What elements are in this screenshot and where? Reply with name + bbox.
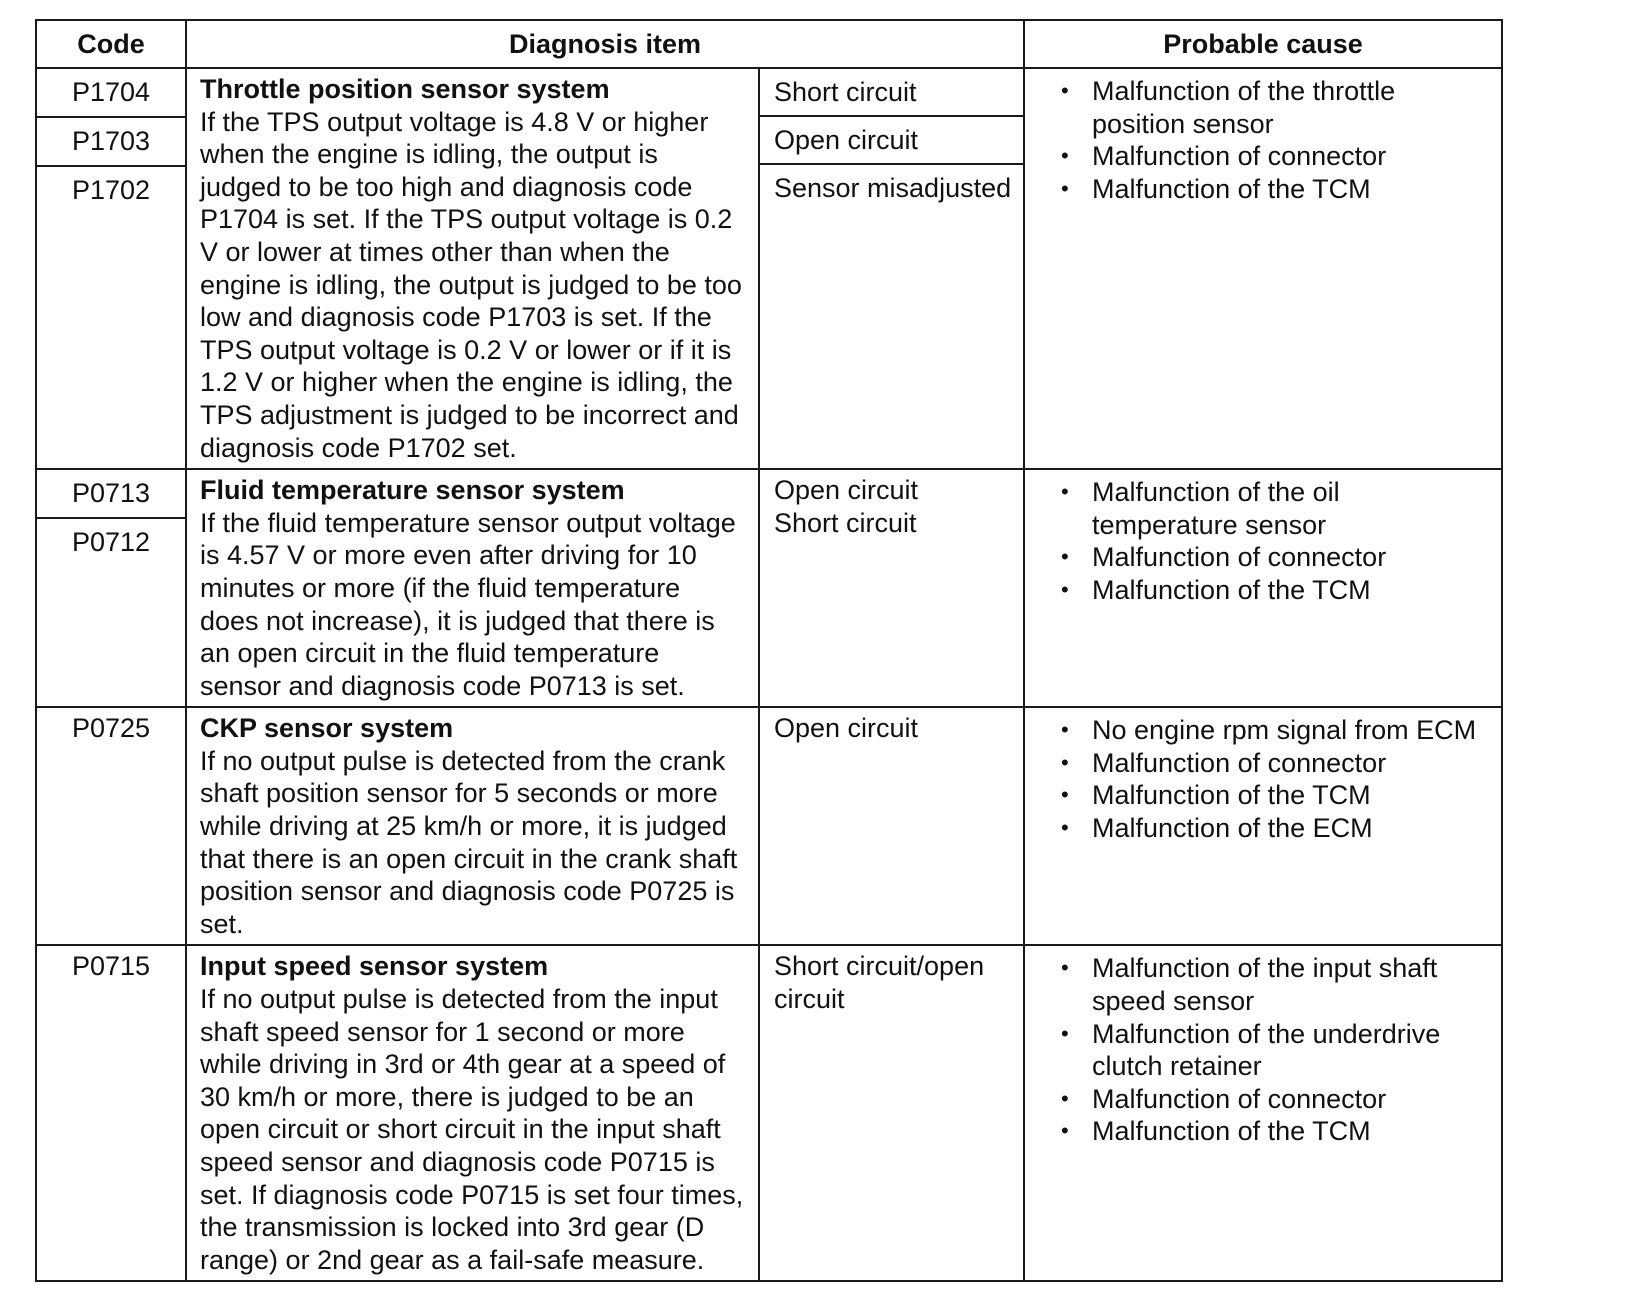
condition-value: Short circuit/open circuit <box>774 951 985 1015</box>
cause-text: Malfunction of connector <box>1092 747 1387 778</box>
cause-text: Malfunction of the underdrive clutch retainer <box>1092 1018 1441 1082</box>
diagnosis-title: Input speed sensor system <box>200 951 549 982</box>
diagnosis-description-cell <box>186 469 759 707</box>
table-row <box>36 68 1502 469</box>
bullet-icon: • <box>1061 479 1069 505</box>
diagnosis-condition-cell <box>759 469 1024 707</box>
cause-text: Malfunction of connector <box>1092 141 1387 172</box>
cause-text: Malfunction of the throttle position sensor <box>1092 76 1396 139</box>
cause-text: Malfunction of connector <box>1092 542 1387 573</box>
cause-text: Malfunction of the oil temperature sensor <box>1092 477 1340 540</box>
diagnosis-description: If no output pulse is detected from the input shaft speed sensor for 1 second or more while driving in 3rd or 4th gear at a speed of 30 km/h or more, there is judged to be an open circuit or short circuit in the input shaft speed sensor and diagnosis code P0715 is set. If diagnosis code P0715 is set four times, the transmission is locked into 3rd gear (D range) or 2nd gear as a fail-safe measure. <box>200 984 744 1275</box>
probable-cause-cell <box>1024 469 1502 707</box>
list-item <box>1061 140 1491 173</box>
diagnosis-description: If the TPS output voltage is 4.8 V or higher when the engine is idling, the output is judged to be too high and diagnosis code P1704 is set. If the TPS output voltage is 0.2 V or lower at times other than when the engine is idling, the output is judged to be too low and diagnosis code P1703 is set. If the TPS output voltage is 0.2 V or lower or if it is 1.2 V or higher when the engine is idling, the TPS adjustment is judged to be incorrect and diagnosis code P1702 set. <box>200 106 742 463</box>
cause-list <box>1061 714 1491 844</box>
bullet-icon: • <box>1061 1020 1069 1046</box>
probable-cause-cell <box>1024 945 1502 1281</box>
code-value: P0712 <box>71 527 151 558</box>
bullet-icon: • <box>1061 717 1069 743</box>
condition-value: Open circuit <box>774 713 919 744</box>
diagnosis-code-table <box>35 19 1503 1282</box>
bullet-icon: • <box>1061 175 1069 201</box>
cause-list <box>1061 75 1491 205</box>
cause-text: Malfunction of the ECM <box>1092 813 1373 844</box>
diagnosis-title: CKP sensor system <box>200 713 454 744</box>
diagnosis-condition-cell <box>759 68 1024 469</box>
header-probable-cause: Probable cause <box>1024 20 1502 68</box>
diagnosis-condition-cell <box>759 945 1024 1281</box>
table-row <box>36 707 1502 945</box>
cause-text: Malfunction of the TCM <box>1092 780 1371 811</box>
diagnosis-description: If no output pulse is detected from the crank shaft position sensor for 5 seconds or more while driving at 25 km/h or more, it is judged that there is an open circuit in the crank shaft position sensor and diagnosis code P0725 is set. <box>200 745 738 939</box>
bullet-icon: • <box>1061 1085 1069 1111</box>
bullet-icon: • <box>1061 955 1069 981</box>
diagnosis-title: Fluid temperature sensor system <box>200 475 625 506</box>
bullet-icon: • <box>1061 782 1069 808</box>
code-value: P1703 <box>37 118 185 167</box>
code-value: P0715 <box>71 951 151 982</box>
list-item <box>1061 574 1491 607</box>
cause-text: Malfunction of the TCM <box>1092 1116 1371 1147</box>
bullet-icon: • <box>1061 78 1069 103</box>
condition-value: Short circuit <box>760 69 1023 117</box>
bullet-icon: • <box>1061 143 1069 169</box>
bullet-icon: • <box>1061 815 1069 841</box>
list-item <box>1061 173 1491 206</box>
diagnosis-description-cell <box>186 945 759 1281</box>
list-item <box>1061 714 1491 747</box>
bullet-icon: • <box>1061 1118 1069 1144</box>
code-value: P0725 <box>71 713 151 744</box>
condition-value: Sensor misadjusted <box>774 173 1012 203</box>
code-value: P0713 <box>37 470 185 519</box>
cause-text: Malfunction of the TCM <box>1092 173 1371 204</box>
diagnosis-title: Throttle position sensor system <box>200 74 610 104</box>
cause-text: Malfunction of connector <box>1092 1083 1387 1114</box>
bullet-icon: • <box>1061 576 1069 602</box>
cause-text: No engine rpm signal from ECM <box>1092 715 1477 746</box>
list-item <box>1061 952 1491 1017</box>
code-value: P1704 <box>37 69 185 118</box>
diagnosis-description: If the fluid temperature sensor output voltage is 4.57 V or more even after driving for 10 minutes or more (if the fluid temperature does not increase), it is judged that there is an open circuit in the fluid temperature sensor and diagnosis code P0713 is set. <box>200 507 736 701</box>
probable-cause-cell <box>1024 707 1502 945</box>
list-item <box>1061 1083 1491 1116</box>
cause-list <box>1061 476 1491 606</box>
header-diagnosis-item: Diagnosis item <box>186 20 1024 68</box>
bullet-icon: • <box>1061 544 1069 570</box>
diagnosis-description-cell <box>186 68 759 469</box>
diagnosis-condition-cell <box>759 707 1024 945</box>
list-item <box>1061 476 1491 541</box>
table-row <box>36 469 1502 707</box>
code-cell <box>36 68 186 469</box>
table-header-row <box>36 20 1502 68</box>
probable-cause-cell <box>1024 68 1502 469</box>
cause-text: Malfunction of the input shaft speed sensor <box>1092 953 1438 1017</box>
cause-list <box>1061 952 1491 1148</box>
header-code: Code <box>36 20 186 68</box>
cause-text: Malfunction of the TCM <box>1092 574 1371 605</box>
list-item <box>1061 747 1491 780</box>
table-row <box>36 945 1502 1281</box>
code-cell <box>36 469 186 707</box>
list-item <box>1061 779 1491 812</box>
condition-value: Open circuit <box>760 117 1023 165</box>
diagnosis-description-cell <box>186 707 759 945</box>
list-item <box>1061 812 1491 845</box>
code-cell <box>36 945 186 1281</box>
code-cell <box>36 707 186 945</box>
list-item <box>1061 541 1491 574</box>
bullet-icon: • <box>1061 749 1069 775</box>
list-item <box>1061 1115 1491 1148</box>
code-value: P1702 <box>71 175 151 205</box>
list-item <box>1061 75 1491 140</box>
condition-value: Open circuit Short circuit <box>774 475 919 538</box>
list-item <box>1061 1018 1491 1083</box>
